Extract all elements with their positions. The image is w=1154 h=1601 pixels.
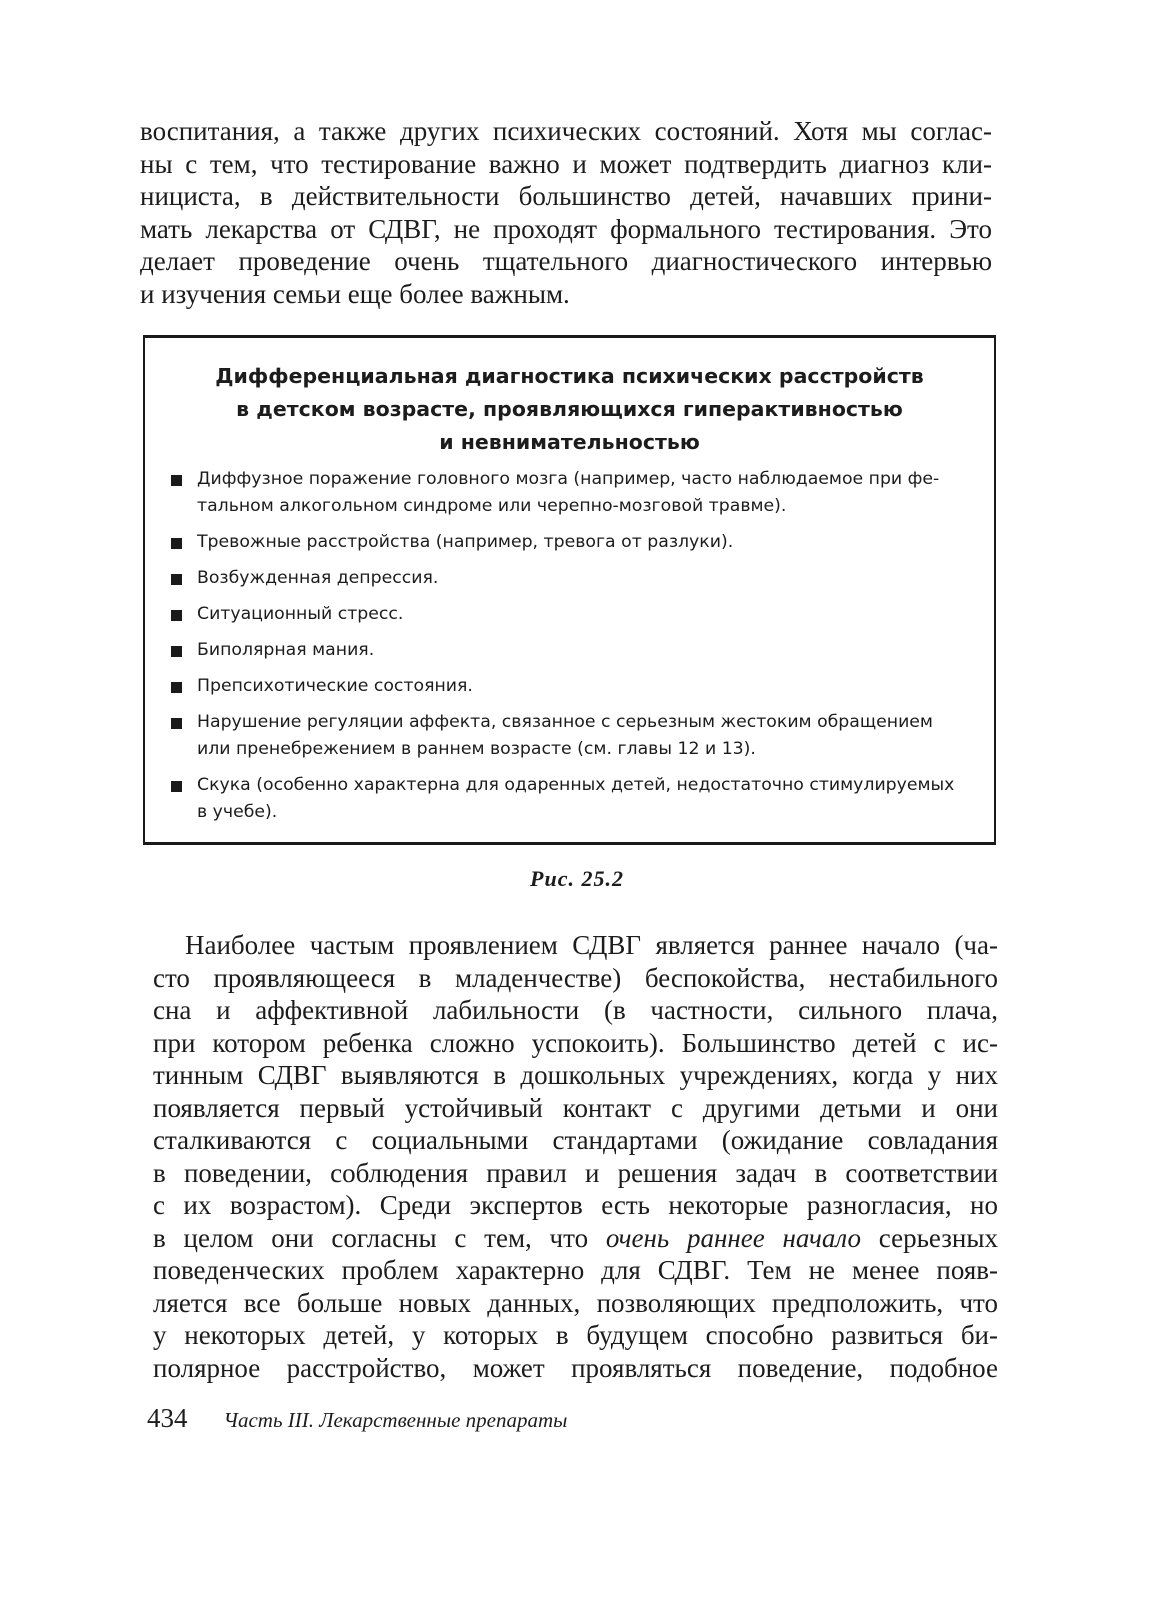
text-line: у некоторых детей, у которых в будущем способно развиться би- — [153, 1320, 998, 1350]
list-item-line: Нарушение регуляции аффекта, связанное с серьезным жестоким обращением — [197, 712, 933, 732]
figure-title-line: Дифференциальная диагностика психических расстройств — [215, 364, 924, 388]
text-line: сталкиваются с социальными стандартами (ожидание совладания — [153, 1125, 998, 1155]
list-item — [169, 673, 979, 700]
text-line: в поведении, соблюдения правил и решения задач в соответствии — [153, 1157, 998, 1188]
list-item-line: Ситуационный стресс. — [197, 604, 404, 624]
list-item-line: тальном алкогольном синдроме или черепно-мозговой травме). — [197, 496, 787, 516]
text-line: и изучения семьи еще более важным. — [140, 278, 570, 309]
list-item — [169, 637, 979, 664]
square-bullet-icon — [171, 646, 182, 657]
figure-caption: Рис. 25.2 — [530, 866, 624, 891]
emphasized-phrase: очень раннее начало — [605, 1222, 862, 1253]
text-line: полярное расстройство, может проявляться поведение, подобное — [153, 1352, 998, 1383]
list-item — [169, 529, 979, 556]
list-item-line: или пренебрежением в раннем возрасте (см. главы 12 и 13). — [197, 739, 756, 759]
square-bullet-icon — [171, 574, 182, 585]
text-line: нициста, в действительности большинство детей, начавших прини- — [140, 181, 992, 211]
list-item-line: Возбужденная депрессия. — [197, 568, 439, 588]
text-line: ны с тем, что тестирование важно и может подтвердить диагноз кли- — [140, 148, 992, 179]
list-item-line: Препсихотические состояния. — [197, 676, 473, 696]
text-line: сна и аффективной лабильности (в частности, сильного плача, — [153, 995, 998, 1025]
square-bullet-icon — [171, 475, 182, 486]
square-bullet-icon — [171, 781, 182, 792]
figure-title-line: в детском возрасте, проявляющихся гиперактивностью — [236, 397, 903, 421]
list-item-line: Диффузное поражение головного мозга (например, часто наблюдаемое при фе- — [197, 469, 940, 489]
paragraph-main — [153, 929, 998, 1384]
text-line: тинным СДВГ выявляются в дошкольных учреждениях, когда у них — [153, 1060, 998, 1090]
list-item — [169, 709, 979, 763]
text-segment: серьезных — [861, 1222, 998, 1253]
list-item-line: Биполярная мания. — [197, 640, 375, 660]
list-item — [169, 601, 979, 628]
list-item — [169, 466, 979, 520]
text-line: Наиболее частым проявлением СДВГ является раннее начало (ча- — [185, 930, 998, 960]
square-bullet-icon — [171, 610, 182, 621]
square-bullet-icon — [171, 718, 182, 729]
figure-title — [145, 360, 994, 459]
text-line: делает проведение очень тщательного диагностического интервью — [140, 246, 992, 276]
text-line: ляется все больше новых данных, позволяющих предположить, что — [153, 1287, 998, 1318]
figure-box — [143, 335, 996, 845]
square-bullet-icon — [171, 538, 182, 549]
square-bullet-icon — [171, 682, 182, 693]
text-line: мать лекарства от СДВГ, не проходят формального тестирования. Это — [140, 213, 992, 244]
text-line: воспитания, а также других психических состояний. Хотя мы соглас- — [140, 116, 992, 146]
text-line: поведенческих проблем характерно для СДВГ. Тем не менее появ- — [153, 1255, 998, 1285]
page-number: 434 — [147, 1403, 188, 1433]
text-line: появляется первый устойчивый контакт с другими детьми и они — [153, 1092, 998, 1123]
text-line: с их возрастом). Среди экспертов есть некоторые разногласия, но — [153, 1190, 998, 1220]
list-item-line: Тревожные расстройства (например, тревога от разлуки). — [197, 532, 734, 552]
list-item — [169, 772, 979, 826]
page-footer — [147, 1403, 567, 1434]
list-item-line: в учебе). — [197, 802, 278, 822]
diagnosis-list — [169, 466, 979, 835]
paragraph-top — [140, 115, 992, 310]
figure-title-line: и невнимательностью — [439, 430, 700, 454]
running-head: Часть III. Лекарственные препараты — [223, 1408, 568, 1432]
text-line: при котором ребенка сложно успокоить). Большинство детей с ис- — [153, 1027, 998, 1058]
text-line: сто проявляющееся в младенчестве) беспокойства, нестабильного — [153, 962, 998, 993]
list-item-line: Скука (особенно характерна для одаренных детей, недостаточно стимулируемых — [197, 775, 955, 795]
list-item — [169, 565, 979, 592]
text-line-emphasis — [153, 1222, 998, 1255]
text-segment: в целом они согласны с тем, что — [153, 1222, 606, 1253]
